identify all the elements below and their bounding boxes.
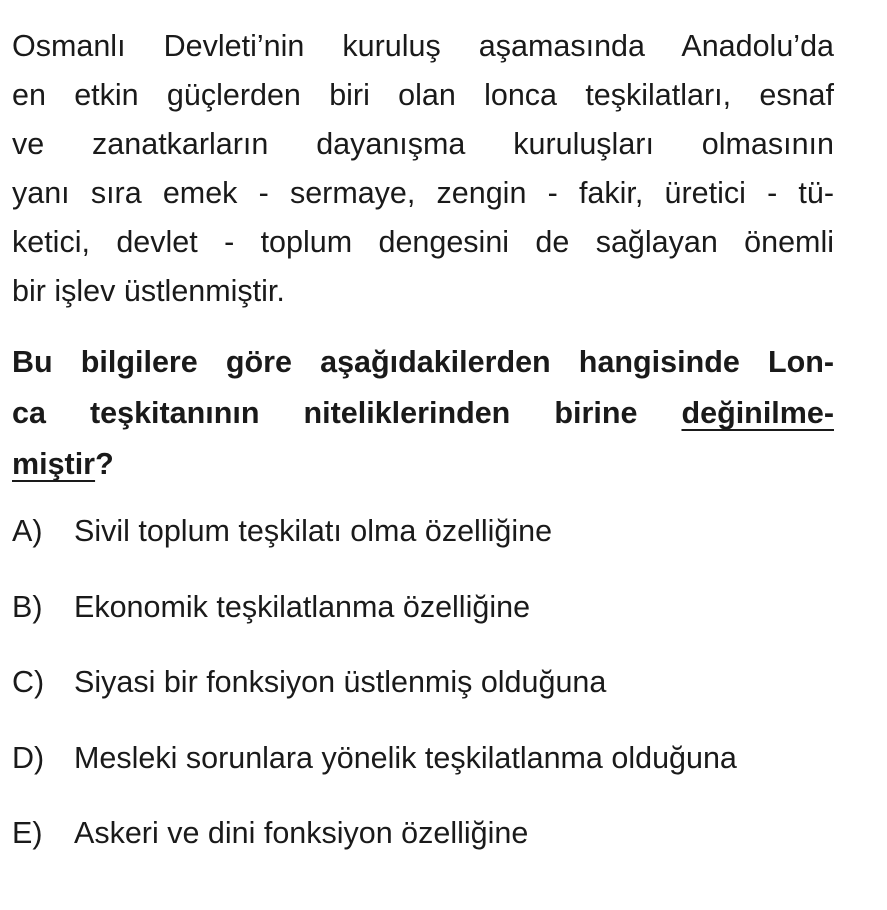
- question-card: [12, 22, 834, 884]
- option-letter: C): [12, 665, 45, 699]
- option-b[interactable]: [12, 582, 834, 632]
- question-stem: [12, 337, 834, 490]
- option-letter: A): [12, 514, 43, 548]
- option-text: Sivil toplum teşkilatı olma özelliğine: [74, 514, 553, 548]
- negation-underline: miştir: [12, 447, 96, 481]
- option-text: Mesleki sorunlara yönelik teşkilatlanma olduğuna: [74, 740, 737, 775]
- passage-line: en etkin güçlerden biri olan lonca teşkilatları, esnaf: [12, 78, 834, 112]
- passage-line: ve zanatkarların dayanışma kuruluşları olmasının: [12, 127, 834, 161]
- passage-line: Osmanlı Devleti’nin kuruluş aşamasında Anadolu’da: [12, 29, 834, 63]
- question-line: [12, 439, 834, 490]
- passage-text: [12, 22, 834, 316]
- question-mark: ?: [95, 447, 114, 481]
- option-letter: B): [12, 589, 43, 624]
- option-text: Askeri ve dini fonksiyon özelliğine: [74, 816, 529, 850]
- question-line: Bu bilgilere göre aşağıdakilerden hangisinde Lon-: [12, 345, 834, 379]
- negation-underline: değinilme-: [681, 396, 834, 430]
- option-letter: D): [12, 740, 45, 775]
- passage-line: ketici, devlet - toplum dengesini de sağlayan önemli: [12, 225, 834, 259]
- option-c[interactable]: [12, 657, 834, 707]
- option-text: Ekonomik teşkilatlanma özelliğine: [74, 589, 531, 624]
- option-d[interactable]: [12, 733, 834, 783]
- answer-options: [12, 506, 834, 858]
- passage-line: yanı sıra emek - sermaye, zengin - fakir, üretici - tü-: [12, 176, 834, 210]
- option-e[interactable]: [12, 808, 834, 858]
- option-text: Siyasi bir fonksiyon üstlenmiş olduğuna: [74, 665, 607, 699]
- question-text: ca teşkitanının niteliklerinden birine: [12, 396, 682, 430]
- option-letter: E): [12, 816, 43, 850]
- question-line: [12, 388, 834, 439]
- passage-line: bir işlev üstlenmiştir.: [12, 274, 285, 308]
- option-a[interactable]: [12, 506, 834, 556]
